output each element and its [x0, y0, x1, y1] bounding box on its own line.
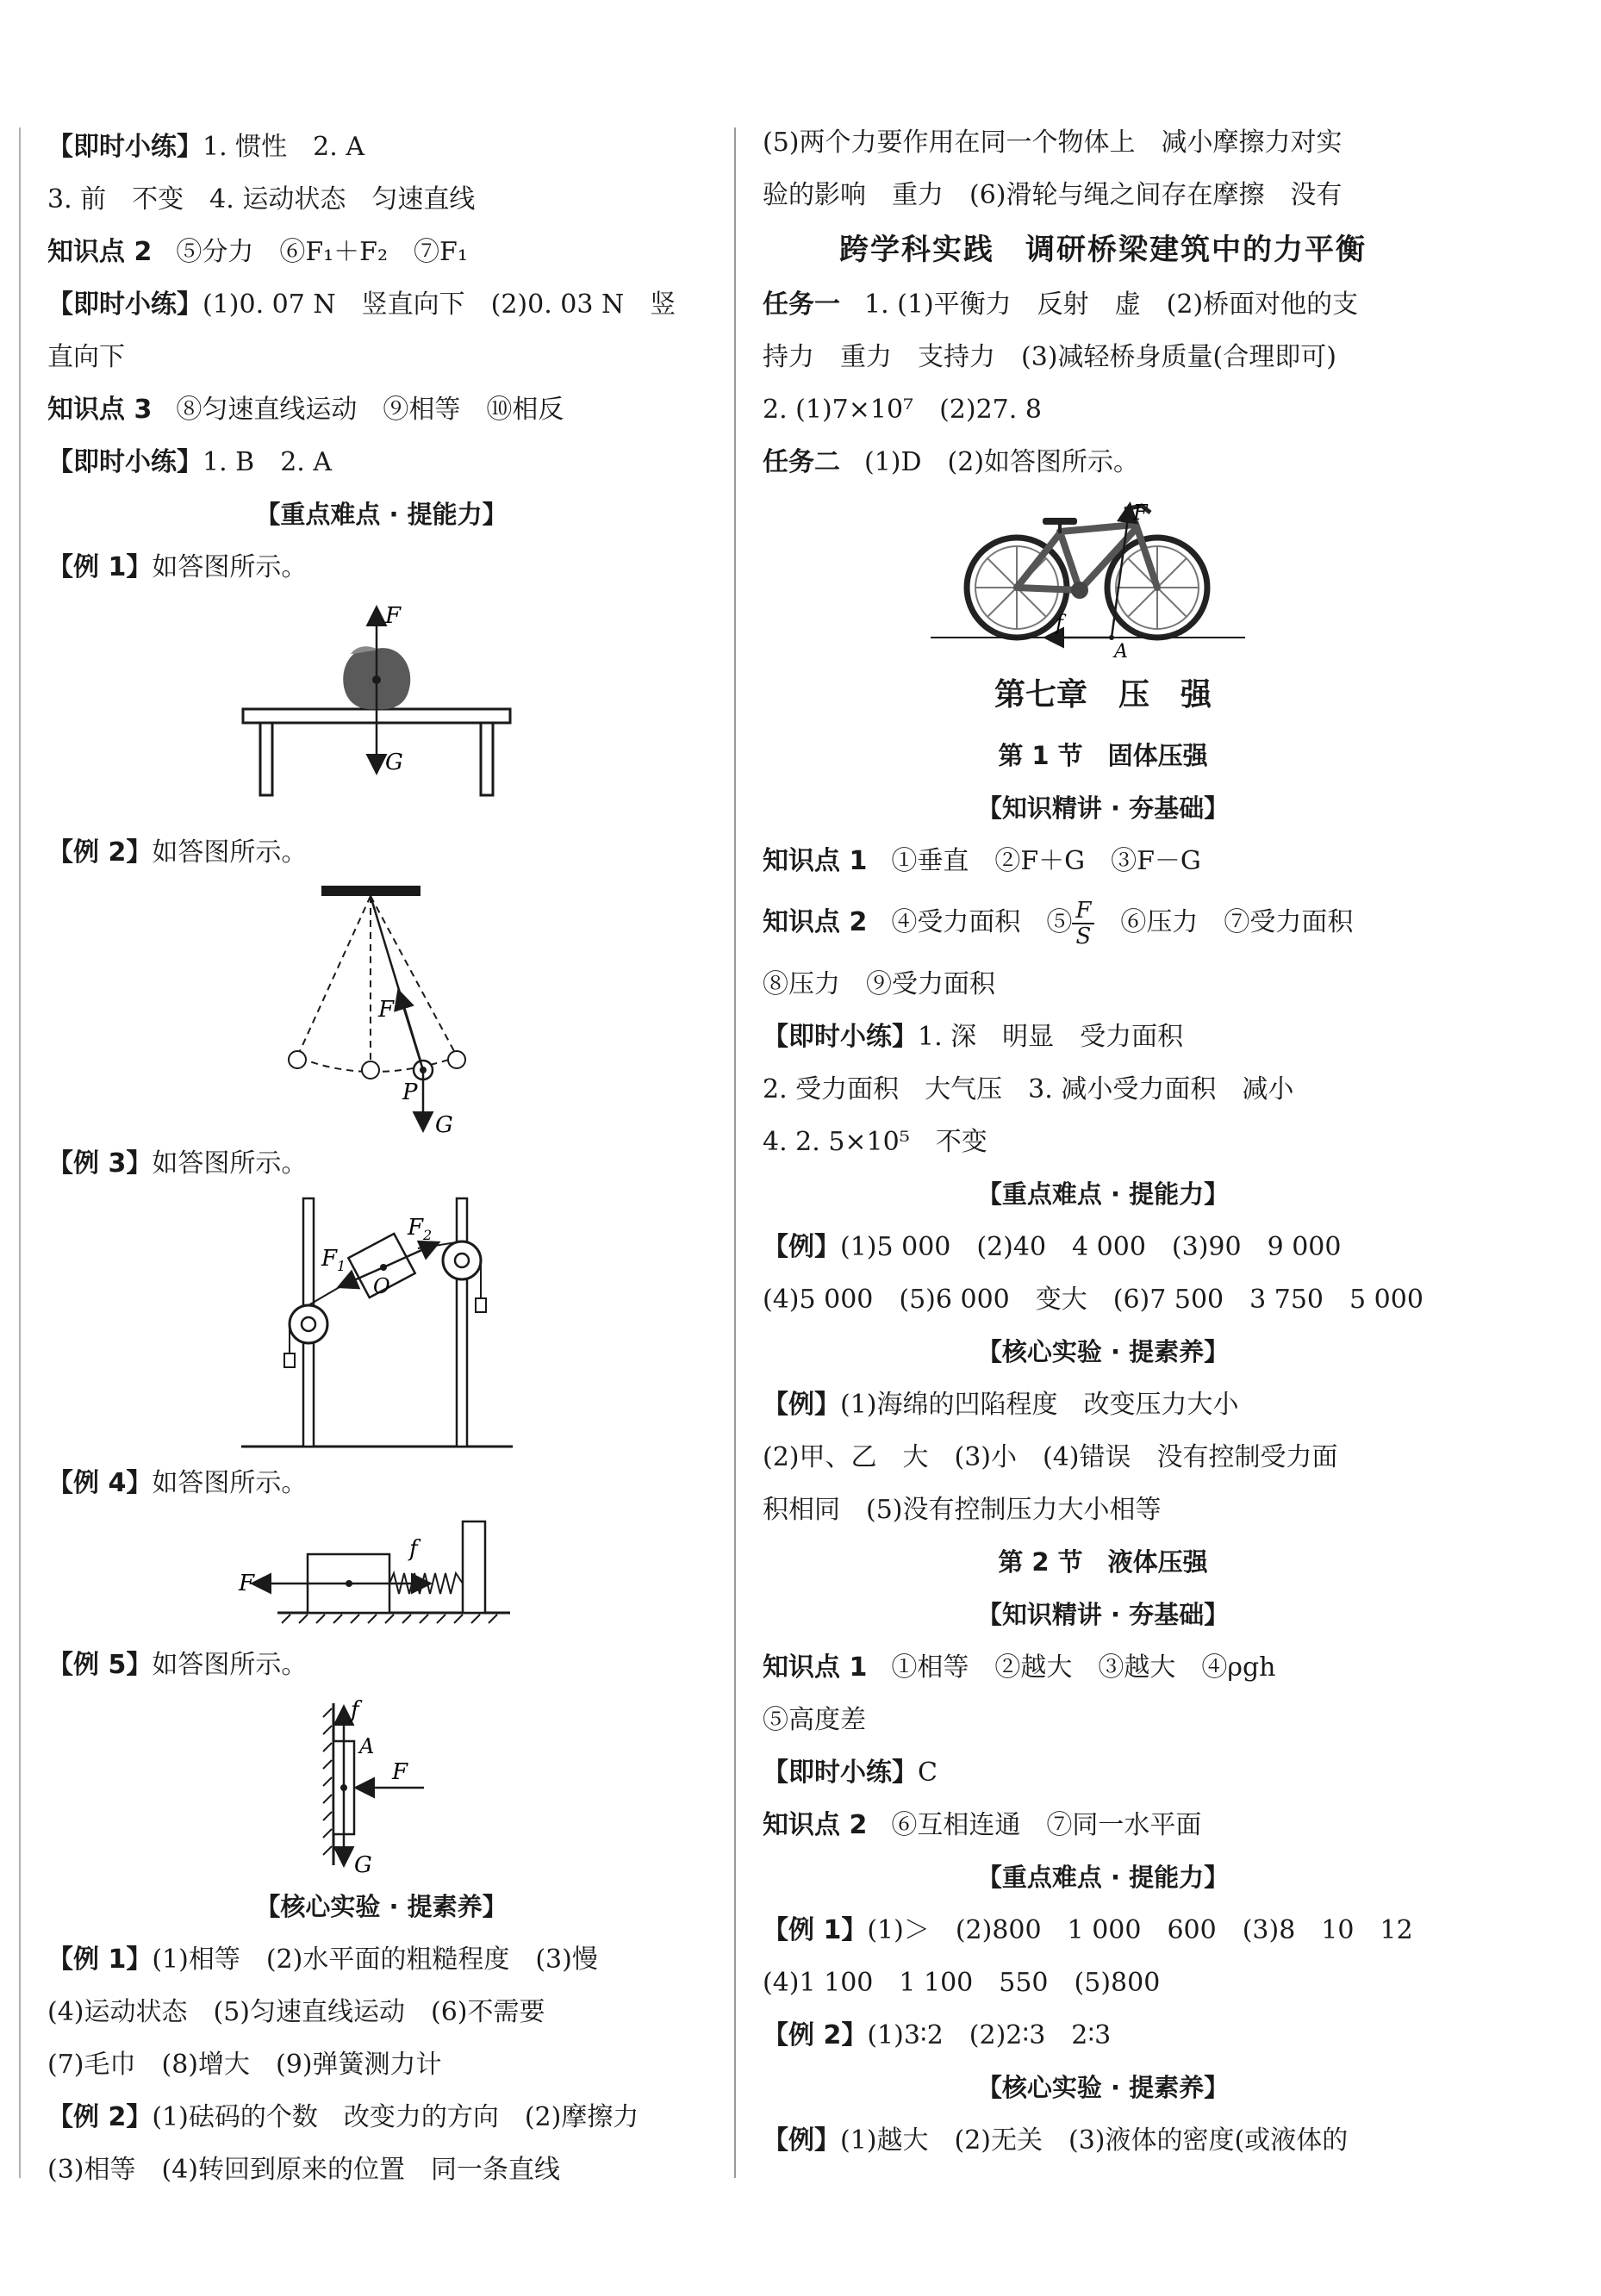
label-f: f — [409, 1536, 418, 1562]
text-line: (7)毛巾 (8)增大 (9)弹簧测力计 — [47, 2050, 442, 2080]
text-line: 知识点 1 ①垂直 ②F＋G ③F－G — [763, 846, 1201, 876]
text-line: 持力 重力 支持力 (3)减轻桥身质量(合理即可) — [763, 342, 1336, 372]
text-line: 【例 1】(1)相等 (2)水平面的粗糙程度 (3)慢 — [47, 1944, 598, 1975]
text-line: 积相同 (5)没有控制压力大小相等 — [763, 1495, 1162, 1525]
text-line: 【例】(1)海绵的凹陷程度 改变压力大小 — [763, 1390, 1239, 1420]
text-line: 【即时小练】1. B 2. A — [47, 447, 333, 477]
text-line: 【例 1】如答图所示。 — [47, 552, 308, 582]
left-weight — [284, 1353, 295, 1367]
block-on-wall-diagram — [47, 1691, 715, 1881]
table-leg-left — [260, 723, 272, 795]
section-heading: 【重点难点 · 提能力】 — [976, 1863, 1230, 1892]
text-line: (4)5 000 (5)6 000 变大 (6)7 500 3 750 5 000 — [763, 1285, 1423, 1315]
text-line: 知识点 3 ⑧匀速直线运动 ⑨相等 ⑩相反 — [47, 395, 564, 425]
text-line: 【例 2】如答图所示。 — [47, 837, 308, 868]
text-line: 【例 1】(1)＞ (2)800 1 000 600 (3)8 10 12 — [763, 1915, 1413, 1945]
label-F2: $F_2$ — [408, 1215, 433, 1243]
tension-arrow — [399, 992, 423, 1070]
section-title: 第 2 节 液体压强 — [998, 1547, 1208, 1577]
text-line: 知识点 2 ④受力面积 ⑤ $\frac{F}{S}$ ⑥压力 ⑦受力面积 — [763, 898, 1354, 949]
chapter-title: 第七章 压 强 — [994, 677, 1212, 712]
label-A: A — [359, 1734, 375, 1758]
text-line: 任务二 (1)D (2)如答图所示。 — [763, 447, 1140, 477]
label-f: f — [1056, 611, 1063, 635]
text-line: 知识点 1 ①相等 ②越大 ③越大 ④ρgh — [763, 1652, 1276, 1683]
label-F: F — [239, 1571, 255, 1596]
text-line: 验的影响 重力 (6)滑轮与绳之间存在摩擦 没有 — [763, 180, 1342, 210]
section-heading: 【重点难点 · 提能力】 — [976, 1179, 1230, 1209]
text-line: 知识点 2 ⑤分力 ⑥F₁＋F₂ ⑦F₁ — [47, 237, 468, 267]
left-margin-rule — [19, 128, 21, 2178]
text-line: 【例】(1)越大 (2)无关 (3)液体的密度(或液体的 — [763, 2125, 1349, 2156]
text-line: 【例 5】如答图所示。 — [47, 1650, 308, 1680]
left-column — [47, 121, 715, 2196]
text-line: 3. 前 不变 4. 运动状态 匀速直线 — [47, 184, 476, 215]
text-line: 【例 2】(1)3∶2 (2)2∶3 2∶3 — [763, 2020, 1112, 2050]
label-F: F — [378, 997, 395, 1023]
text-line: 2. (1)7×10⁷ (2)27. 8 — [763, 395, 1042, 425]
text-line: 【即时小练】1. 惯性 2. A — [47, 132, 364, 162]
label-F: F — [1133, 501, 1148, 525]
label-P: P — [402, 1080, 418, 1105]
pendulum-diagram — [47, 879, 715, 1137]
text-line: ⑤高度差 — [763, 1705, 866, 1735]
label-f: f — [351, 1697, 359, 1723]
section-heading: 【核心实验 · 提素养】 — [976, 1337, 1230, 1366]
text-line: 【例 4】如答图所示。 — [47, 1468, 308, 1498]
bike-frame — [1017, 588, 1080, 590]
right-stand — [457, 1198, 467, 1447]
fraction: $\frac{F}{S}$ — [1072, 899, 1094, 949]
ceiling-bar — [321, 886, 420, 896]
label-A: A — [1114, 641, 1128, 661]
column-divider — [734, 128, 736, 2178]
text-line: 【例 2】(1)砝码的个数 改变力的方向 (2)摩擦力 — [47, 2102, 639, 2132]
text-line: (2)甲、乙 大 (3)小 (4)错误 没有控制受力面 — [763, 1442, 1338, 1472]
bicycle-diagram — [763, 488, 1443, 661]
right-column — [763, 116, 1443, 2167]
text-line: ⑧压力 ⑨受力面积 — [763, 969, 995, 999]
text-line: 【即时小练】C — [763, 1758, 938, 1788]
text-line: (4)1 100 1 100 550 (5)800 — [763, 1968, 1161, 1998]
text-line: 4. 2. 5×10⁵ 不变 — [763, 1127, 987, 1157]
text-line: 知识点 2 ⑥互相连通 ⑦同一水平面 — [763, 1810, 1202, 1840]
label-G: G — [354, 1852, 372, 1878]
text-line: 【即时小练】(1)0. 07 N 竖直向下 (2)0. 03 N 竖 — [47, 289, 676, 320]
section-heading: 【知识精讲 · 夯基础】 — [976, 793, 1230, 823]
label-F: F — [385, 603, 402, 629]
label-F1: $F_1$ — [321, 1246, 346, 1274]
section-heading: 【重点难点 · 提能力】 — [255, 500, 508, 529]
pulley-diagram — [47, 1190, 715, 1457]
text-line: (4)运动状态 (5)匀速直线运动 (6)不需要 — [47, 1997, 545, 2027]
right-weight — [476, 1298, 486, 1312]
section-heading: 【知识精讲 · 夯基础】 — [976, 1600, 1230, 1629]
wall — [463, 1521, 485, 1613]
text-line: 任务一 1. (1)平衡力 反射 虚 (2)桥面对他的支 — [763, 289, 1359, 320]
label-G: G — [385, 750, 403, 775]
section-title: 第 1 节 固体压强 — [998, 741, 1208, 770]
section-heading: 【核心实验 · 提素养】 — [976, 2073, 1230, 2102]
text-line: 直向下 — [47, 342, 125, 372]
apple-on-table-diagram — [47, 594, 715, 826]
project-title: 跨学科实践 调研桥梁建筑中的力平衡 — [839, 233, 1367, 267]
spring-block-diagram — [47, 1509, 715, 1639]
text-line: 【例 3】如答图所示。 — [47, 1148, 308, 1179]
text-line: (3)相等 (4)转回到原来的位置 同一条直线 — [47, 2155, 560, 2185]
label-F: F — [392, 1759, 408, 1785]
text-line: (5)两个力要作用在同一个物体上 减小摩擦力对实 — [763, 128, 1342, 158]
text-line: 【即时小练】1. 深 明显 受力面积 — [763, 1022, 1184, 1052]
text-line: 2. 受力面积 大气压 3. 减小受力面积 减小 — [763, 1074, 1294, 1104]
table-leg-right — [481, 723, 493, 795]
section-heading: 【核心实验 · 提素养】 — [255, 1892, 508, 1921]
label-G: G — [435, 1112, 453, 1137]
label-O: O — [373, 1274, 390, 1298]
text-line: 【例】(1)5 000 (2)40 4 000 (3)90 9 000 — [763, 1232, 1342, 1262]
